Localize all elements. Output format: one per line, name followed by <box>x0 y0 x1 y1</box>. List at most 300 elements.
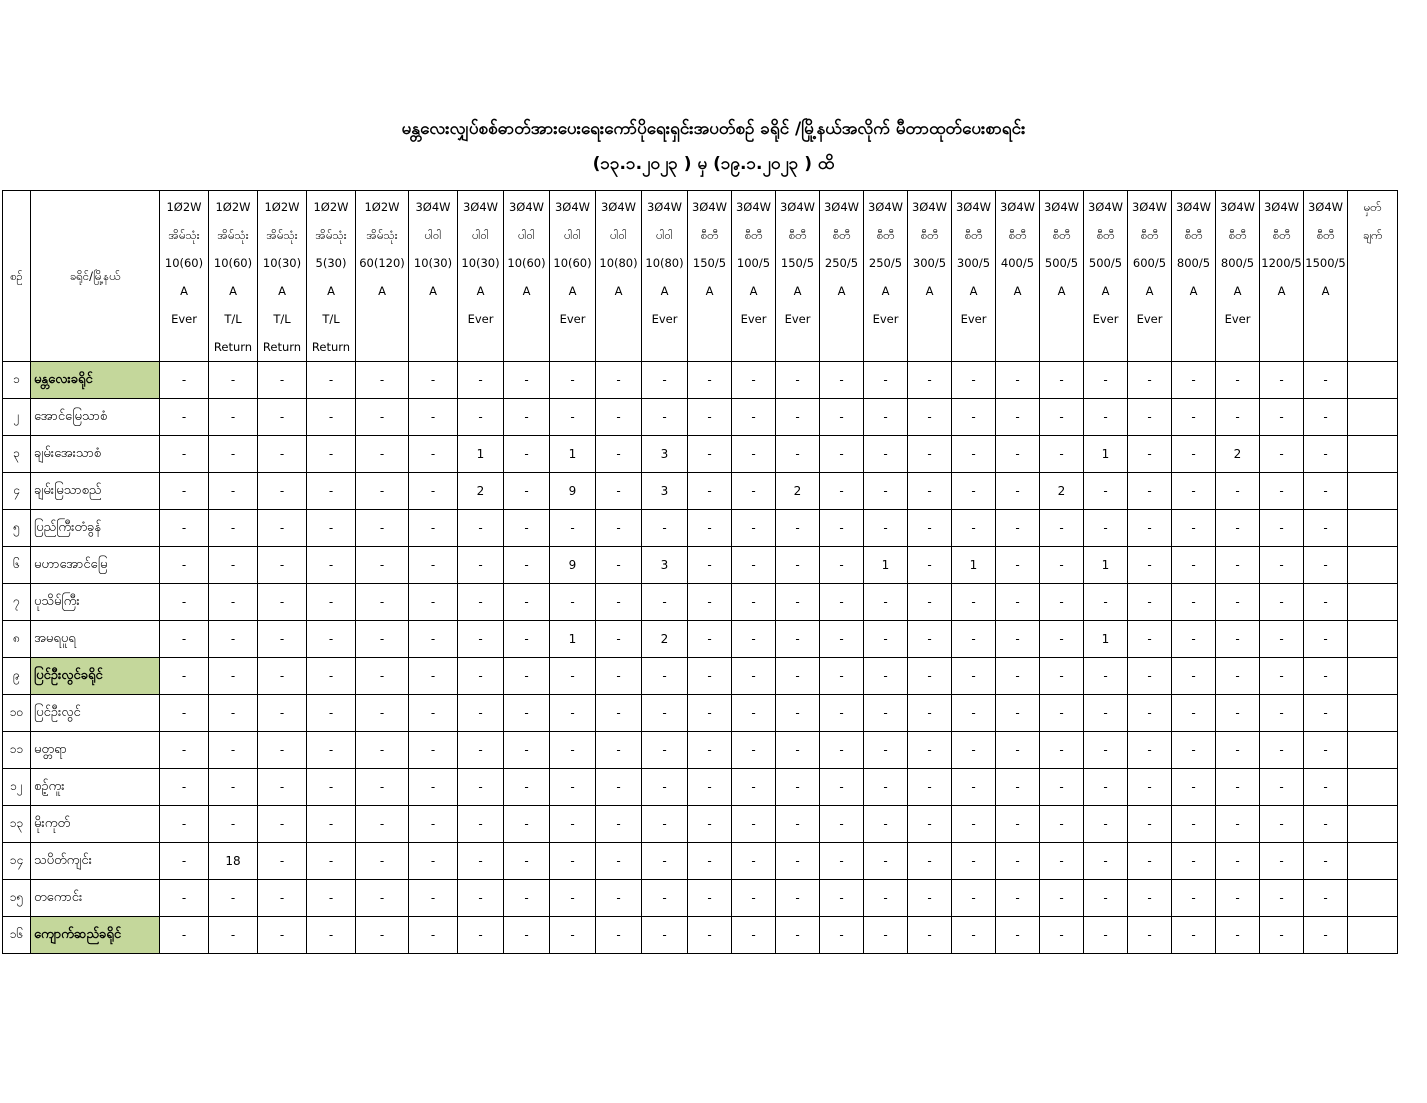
cell-value: - <box>209 769 258 806</box>
header-col-line: 3Ø4W <box>1087 200 1124 214</box>
header-col-line: 3Ø4W <box>462 200 499 214</box>
header-col-line <box>820 333 863 361</box>
cell-value: - <box>1260 436 1304 473</box>
cell-value: - <box>409 843 458 880</box>
cell-value: - <box>1084 399 1128 436</box>
cell-value: - <box>908 917 952 954</box>
cell-value: - <box>1304 399 1348 436</box>
cell-value: - <box>458 621 504 658</box>
row-sno: ၁၄ <box>3 843 31 880</box>
cell-value: - <box>864 399 908 436</box>
cell-remark <box>1348 917 1398 954</box>
cell-value: - <box>1172 436 1216 473</box>
header-col-line: ပါဝါ <box>424 228 442 242</box>
cell-value: - <box>160 510 209 547</box>
cell-value: - <box>688 436 732 473</box>
header-name: ခရိုင်/မြို့နယ် <box>31 191 160 362</box>
cell-value: - <box>996 658 1040 695</box>
cell-value: - <box>258 658 307 695</box>
header-col-line: A <box>1057 284 1066 298</box>
cell-value: - <box>776 917 820 954</box>
cell-value: - <box>596 547 642 584</box>
cell-value: - <box>1084 732 1128 769</box>
header-col-line: A <box>614 284 623 298</box>
cell-value: - <box>160 917 209 954</box>
header-col-line: 500/5 <box>1088 256 1123 270</box>
cell-value: - <box>642 880 688 917</box>
cell-remark <box>1348 732 1398 769</box>
cell-value: - <box>864 362 908 399</box>
cell-value: - <box>160 399 209 436</box>
cell-value: - <box>688 732 732 769</box>
cell-value: - <box>258 732 307 769</box>
cell-value: - <box>732 843 776 880</box>
cell-value: - <box>258 510 307 547</box>
header-col-line <box>1304 305 1347 333</box>
cell-remark <box>1348 621 1398 658</box>
cell-value: - <box>996 917 1040 954</box>
table-row <box>3 621 1427 658</box>
cell-value: - <box>1128 362 1172 399</box>
cell-value: - <box>550 806 596 843</box>
cell-value: - <box>596 658 642 695</box>
cell-value: - <box>688 621 732 658</box>
cell-value: - <box>864 806 908 843</box>
cell-value: - <box>356 732 409 769</box>
header-col-line: A <box>969 284 978 298</box>
cell-value: 1 <box>550 621 596 658</box>
cell-value: - <box>1216 695 1260 732</box>
meter-issue-table <box>2 190 1427 954</box>
row-township-name: ပြင်ဦးလွင် <box>31 695 160 732</box>
cell-value: - <box>307 806 356 843</box>
cell-value: - <box>409 806 458 843</box>
cell-value: - <box>1128 473 1172 510</box>
cell-remark <box>1348 547 1398 584</box>
cell-value: - <box>1216 584 1260 621</box>
cell-value: - <box>1304 362 1348 399</box>
header-col-line: Ever <box>559 312 586 326</box>
table-row <box>3 399 1427 436</box>
header-col-line: 400/5 <box>1000 256 1035 270</box>
cell-value: - <box>732 436 776 473</box>
cell-value: - <box>1304 436 1348 473</box>
cell-value: - <box>307 473 356 510</box>
cell-value: - <box>209 584 258 621</box>
header-col-line: T/L <box>322 312 340 326</box>
cell-value: - <box>908 510 952 547</box>
header-col-21 <box>1084 191 1128 362</box>
row-sno: ၁၆ <box>3 917 31 954</box>
cell-value: - <box>258 695 307 732</box>
cell-value: - <box>1260 399 1304 436</box>
cell-value: - <box>209 695 258 732</box>
header-col-line: 10(80) <box>599 256 638 270</box>
header-col-line <box>504 333 549 361</box>
header-col-line: အိမ်သုံး <box>315 228 347 242</box>
cell-value: - <box>1084 473 1128 510</box>
header-col-line <box>642 333 687 361</box>
header-col-line: 10(30) <box>461 256 500 270</box>
cell-value: - <box>732 769 776 806</box>
header-col-line: 10(30) <box>262 256 302 270</box>
cell-value: - <box>908 880 952 917</box>
cell-value: - <box>776 880 820 917</box>
cell-value: - <box>952 399 996 436</box>
cell-value: - <box>1128 695 1172 732</box>
cell-value: - <box>307 399 356 436</box>
header-col-line: Return <box>213 340 253 354</box>
cell-value: - <box>688 769 732 806</box>
cell-value: - <box>160 658 209 695</box>
cell-value: - <box>1128 843 1172 880</box>
cell-value: - <box>1128 769 1172 806</box>
cell-value: - <box>820 843 864 880</box>
cell-value: - <box>864 473 908 510</box>
header-col-line: စီတီ <box>744 228 763 242</box>
cell-value: - <box>1216 917 1260 954</box>
cell-value: - <box>504 399 550 436</box>
cell-value: - <box>307 769 356 806</box>
header-col-line <box>1040 333 1083 361</box>
cell-remark <box>1348 769 1398 806</box>
header-col-2 <box>209 191 258 362</box>
cell-value: - <box>952 732 996 769</box>
row-sno: ၆ <box>3 547 31 584</box>
cell-value: - <box>1172 917 1216 954</box>
cell-value: - <box>996 473 1040 510</box>
cell-value: - <box>1128 880 1172 917</box>
cell-value: - <box>642 399 688 436</box>
cell-value: - <box>952 695 996 732</box>
header-col-line: A <box>568 284 577 298</box>
row-sno: ၁၂ <box>3 769 31 806</box>
cell-value: - <box>1304 843 1348 880</box>
row-sno: ၄ <box>3 473 31 510</box>
cell-value: - <box>996 732 1040 769</box>
cell-value: - <box>504 806 550 843</box>
cell-value: - <box>996 621 1040 658</box>
cell-value: - <box>732 473 776 510</box>
cell-value: - <box>356 769 409 806</box>
row-township-name: အောင်မြေသာစံ <box>31 399 160 436</box>
cell-value: - <box>209 880 258 917</box>
cell-value: - <box>504 695 550 732</box>
header-col-line <box>864 333 907 361</box>
header-col-line: စီတီ <box>1184 228 1203 242</box>
cell-value: - <box>307 695 356 732</box>
header-col-line: ပါဝါ <box>518 228 535 242</box>
cell-value: 2 <box>1040 473 1084 510</box>
cell-value: - <box>356 843 409 880</box>
header-col-3 <box>258 191 307 362</box>
cell-value: - <box>307 621 356 658</box>
cell-value: - <box>1260 880 1304 917</box>
cell-value: - <box>550 732 596 769</box>
cell-value: - <box>996 510 1040 547</box>
header-col-line: 60(120) <box>359 256 405 270</box>
cell-value: - <box>1216 769 1260 806</box>
header-col-line: 3Ø4W <box>1219 200 1256 214</box>
cell-value: - <box>1260 806 1304 843</box>
header-col-line: A <box>925 284 934 298</box>
header-col-line: စီတီ <box>1140 228 1159 242</box>
header-col-line <box>952 333 995 361</box>
cell-value: - <box>209 917 258 954</box>
cell-value: - <box>1304 547 1348 584</box>
cell-value: - <box>776 732 820 769</box>
cell-value: 1 <box>1084 436 1128 473</box>
cell-value: - <box>409 399 458 436</box>
row-township-name: မဟာအောင်မြေ <box>31 547 160 584</box>
cell-value: - <box>820 769 864 806</box>
cell-value: - <box>1172 473 1216 510</box>
header-col-line: 10(80) <box>645 256 684 270</box>
table-row <box>3 436 1427 473</box>
cell-value: - <box>996 399 1040 436</box>
row-township-name: စဉ့်ကူး <box>31 769 160 806</box>
cell-value: - <box>458 584 504 621</box>
cell-value: - <box>864 658 908 695</box>
row-sno: ၃ <box>3 436 31 473</box>
cell-value: - <box>642 658 688 695</box>
cell-value: - <box>1304 695 1348 732</box>
header-col-line <box>409 305 457 333</box>
report-date-range: (၁၃.၁.၂၀၂၃ ) မှ (၁၉.၁.၂၀၂၃ ) ထိ <box>592 154 835 174</box>
row-sno: ၇ <box>3 584 31 621</box>
cell-value: - <box>458 510 504 547</box>
header-col-line: 3Ø4W <box>1043 200 1080 214</box>
cell-value: - <box>1216 399 1260 436</box>
header-col-15 <box>820 191 864 362</box>
cell-value: - <box>550 658 596 695</box>
cell-value: - <box>688 658 732 695</box>
cell-value: - <box>258 547 307 584</box>
cell-value: - <box>209 621 258 658</box>
cell-value: - <box>820 399 864 436</box>
cell-value: - <box>688 399 732 436</box>
header-col-9 <box>550 191 596 362</box>
cell-value: - <box>1128 399 1172 436</box>
cell-value: - <box>1304 732 1348 769</box>
cell-value: - <box>307 510 356 547</box>
cell-value: - <box>820 806 864 843</box>
cell-value: - <box>307 436 356 473</box>
header-col-line: စီတီ <box>920 228 939 242</box>
cell-value: - <box>356 917 409 954</box>
cell-value: - <box>1040 769 1084 806</box>
cell-remark <box>1348 843 1398 880</box>
cell-value: - <box>1216 843 1260 880</box>
header-col-line: ပါဝါ <box>472 228 489 242</box>
cell-value: - <box>1216 806 1260 843</box>
cell-value: - <box>1216 658 1260 695</box>
cell-value: - <box>596 917 642 954</box>
header-col-line <box>908 305 951 333</box>
row-township-name: တကောင်း <box>31 880 160 917</box>
header-col-line: 3Ø4W <box>691 200 728 214</box>
cell-value: - <box>1040 880 1084 917</box>
cell-value: - <box>996 806 1040 843</box>
cell-value: - <box>1172 695 1216 732</box>
header-col-line: စီတီ <box>876 228 895 242</box>
cell-value: - <box>776 621 820 658</box>
header-col-22 <box>1128 191 1172 362</box>
cell-value: - <box>1216 362 1260 399</box>
header-col-line: 3Ø4W <box>1175 200 1212 214</box>
cell-value: - <box>688 547 732 584</box>
row-district-name: ကျောက်ဆည်ခရိုင် <box>31 917 160 954</box>
cell-value: - <box>1040 732 1084 769</box>
header-col-line: 1Ø2W <box>166 200 202 214</box>
cell-value: - <box>908 769 952 806</box>
header-col-line: စီတီ <box>832 228 851 242</box>
header-col-line: 10(60) <box>507 256 546 270</box>
cell-value: - <box>1260 547 1304 584</box>
cell-value: - <box>504 917 550 954</box>
header-col-line: 600/5 <box>1132 256 1167 270</box>
header-col-8 <box>504 191 550 362</box>
cell-value: - <box>908 399 952 436</box>
cell-value: - <box>409 695 458 732</box>
cell-value: - <box>550 769 596 806</box>
cell-value: - <box>776 547 820 584</box>
row-township-name: ပုသိမ်ကြီး <box>31 584 160 621</box>
cell-value: - <box>1216 473 1260 510</box>
cell-value: - <box>209 732 258 769</box>
cell-value: - <box>908 436 952 473</box>
report-title: မန္တလေးလျှပ်စစ်ဓာတ်အားပေးရေးကော်ပိုရေးရှင်းအပတ်စဉ် ခရိုင် /မြို့နယ်အလိုက် မီတာထုတ်ပေးစာရင်း <box>401 119 1026 139</box>
row-sno: ၁၃ <box>3 806 31 843</box>
header-col-line: A <box>660 284 669 298</box>
row-sno: ၁ <box>3 362 31 399</box>
row-township-name: ချမ်းအေးသာစံ <box>31 436 160 473</box>
header-col-10 <box>596 191 642 362</box>
cell-value: - <box>1260 732 1304 769</box>
cell-value: - <box>1084 362 1128 399</box>
cell-value: - <box>732 621 776 658</box>
cell-value: - <box>996 880 1040 917</box>
cell-value: - <box>458 732 504 769</box>
cell-value: - <box>1040 436 1084 473</box>
header-col-line: 3Ø4W <box>911 200 948 214</box>
cell-value: - <box>688 880 732 917</box>
table-row <box>3 473 1427 510</box>
cell-value: - <box>504 473 550 510</box>
cell-value: - <box>596 621 642 658</box>
cell-value: - <box>820 584 864 621</box>
cell-value: - <box>732 806 776 843</box>
cell-value: - <box>820 917 864 954</box>
header-col-line <box>356 333 408 361</box>
cell-value: - <box>1040 621 1084 658</box>
cell-value: - <box>642 584 688 621</box>
cell-value: - <box>864 436 908 473</box>
cell-value: - <box>550 843 596 880</box>
row-sno: ၂ <box>3 399 31 436</box>
cell-value: - <box>1172 806 1216 843</box>
header-col-line: Ever <box>784 312 811 326</box>
header-col-line: Ever <box>651 312 678 326</box>
cell-value: - <box>776 769 820 806</box>
header-col-line <box>1260 333 1303 361</box>
header-col-line: အိမ်သုံး <box>266 228 298 242</box>
cell-value: - <box>504 732 550 769</box>
cell-value: - <box>776 399 820 436</box>
cell-value: - <box>1040 806 1084 843</box>
cell-value: - <box>1084 510 1128 547</box>
cell-value: 2 <box>776 473 820 510</box>
cell-value: - <box>160 436 209 473</box>
header-col-line <box>1040 305 1083 333</box>
cell-value: - <box>1304 769 1348 806</box>
cell-value: - <box>1040 399 1084 436</box>
header-col-line <box>996 333 1039 361</box>
cell-value: - <box>642 769 688 806</box>
cell-value: - <box>307 880 356 917</box>
cell-value: - <box>160 732 209 769</box>
header-col-23 <box>1172 191 1216 362</box>
cell-value: - <box>908 695 952 732</box>
cell-value: - <box>1128 510 1172 547</box>
cell-value: - <box>258 917 307 954</box>
cell-value: - <box>908 843 952 880</box>
cell-value: - <box>1040 917 1084 954</box>
header-col-line: 3Ø4W <box>999 200 1036 214</box>
header-col-line: A <box>837 284 846 298</box>
cell-value: - <box>596 584 642 621</box>
cell-value: - <box>732 399 776 436</box>
header-sno: စဉ် <box>3 191 31 362</box>
cell-remark <box>1348 399 1398 436</box>
cell-value: - <box>732 880 776 917</box>
cell-value: - <box>409 584 458 621</box>
cell-value: - <box>596 732 642 769</box>
cell-value: - <box>356 399 409 436</box>
cell-value: - <box>504 769 550 806</box>
cell-value: - <box>209 658 258 695</box>
cell-value: - <box>1172 769 1216 806</box>
header-col-line: 1Ø2W <box>364 200 400 214</box>
header-remark-line: မှတ် <box>1363 200 1382 214</box>
header-col-line: 3Ø4W <box>508 200 545 214</box>
row-sno: ၅ <box>3 510 31 547</box>
row-township-name: ချမ်းမြသာစည် <box>31 473 160 510</box>
header-col-line <box>688 305 731 333</box>
cell-value: - <box>776 362 820 399</box>
cell-value: - <box>1260 584 1304 621</box>
cell-value: - <box>1040 510 1084 547</box>
cell-value: - <box>1084 806 1128 843</box>
header-col-line: Ever <box>740 312 767 326</box>
cell-value: - <box>356 695 409 732</box>
cell-value: - <box>820 362 864 399</box>
cell-value: - <box>908 732 952 769</box>
cell-value: - <box>1172 732 1216 769</box>
cell-value: - <box>258 769 307 806</box>
header-col-line: 1Ø2W <box>313 200 349 214</box>
header-col-line: စီတီ <box>1272 228 1291 242</box>
header-col-line: Ever <box>1092 312 1119 326</box>
cell-value: - <box>258 880 307 917</box>
header-col-line: 3Ø4W <box>955 200 992 214</box>
cell-value: - <box>458 880 504 917</box>
cell-value: - <box>1128 806 1172 843</box>
cell-value: - <box>1260 695 1304 732</box>
cell-value: - <box>820 732 864 769</box>
header-col-line: A <box>476 284 485 298</box>
header-col-line <box>732 333 775 361</box>
